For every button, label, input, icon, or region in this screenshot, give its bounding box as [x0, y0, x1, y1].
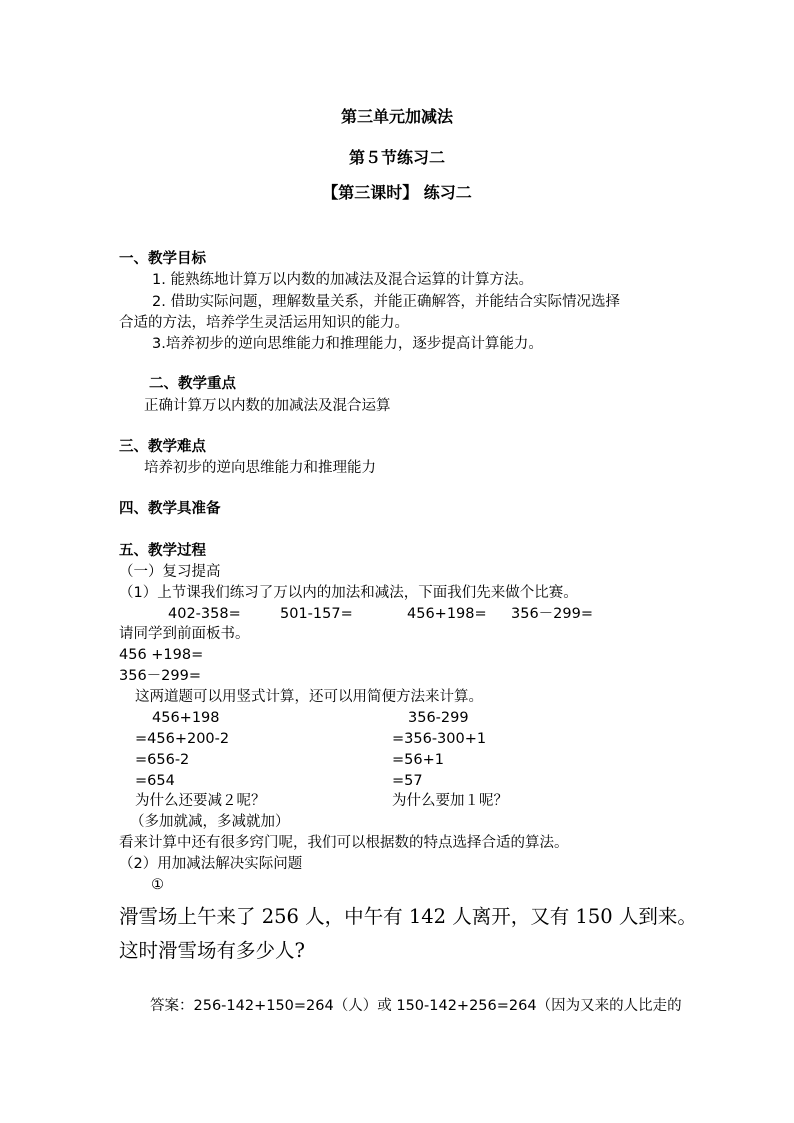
right-calc-line: =56+1 — [392, 752, 444, 768]
right-calc-line: =356-300+1 — [392, 731, 487, 747]
left-calc-line: =656-2 — [135, 752, 190, 768]
objective-item: 3.培养初步的逆向思维能力和推理能力，逐步提高计算能力。 — [152, 336, 543, 352]
problem-expression: 501-157= — [280, 606, 353, 622]
answer-text: 答案：256-142+150=264（人）或 150-142+256=264（因为又来的人比走的 — [150, 998, 682, 1014]
process-step2: （2）用加减法解决实际问题 — [119, 856, 303, 872]
board-line: 356－299= — [119, 668, 202, 684]
process-heading: 五、教学过程 — [119, 543, 206, 559]
right-question: 为什么要加１呢？ — [392, 793, 508, 809]
objective-item: 1. 能熟练地计算万以内数的加减法及混合运算的计算方法。 — [152, 272, 533, 288]
process-step1: （1）上节课我们练习了万以内的加法和减法，下面我们先来做个比赛。 — [119, 585, 578, 601]
word-problem-line: 滑雪场上午来了 256 人，中午有 142 人离开，又有 150 人到来。 — [119, 905, 697, 928]
method-intro: 这两道题可以用竖式计算，还可以用简便方法来计算。 — [135, 689, 483, 705]
word-problem-line: 这时滑雪场有多少人? — [119, 939, 305, 962]
objective-item: 2. 借助实际问题，理解数量关系，并能正确解答，并能结合实际情况选择 — [152, 294, 620, 310]
objective-item: 合适的方法，培养学生灵活运用知识的能力。 — [119, 315, 409, 331]
right-calc-line: 356-299 — [408, 710, 469, 726]
board-instruction: 请同学到前面板书。 — [119, 626, 250, 642]
unit-title: 第三单元加减法 — [340, 107, 453, 126]
section-title: 第５节练习二 — [348, 148, 445, 167]
left-calc-line: =456+200-2 — [135, 731, 230, 747]
key-points-heading: 二、教学重点 — [149, 376, 236, 392]
left-calc-line: =654 — [135, 773, 175, 789]
lesson-title: 【第三课时】 练习二 — [322, 183, 472, 202]
summary-text: 看来计算中还有很多窍门呢，我们可以根据数的特点选择合适的算法。 — [119, 835, 569, 851]
rule-note: （多加就减，多减就加） — [130, 814, 290, 830]
key-points-text: 正确计算万以内数的加减法及混合运算 — [144, 398, 391, 414]
right-calc-line: =57 — [392, 773, 423, 789]
difficulties-text: 培养初步的逆向思维能力和推理能力 — [144, 460, 376, 476]
preparation-heading: 四、教学具准备 — [119, 501, 221, 517]
objectives-heading: 一、教学目标 — [119, 251, 206, 267]
difficulties-heading: 三、教学难点 — [119, 439, 206, 455]
board-line: 456 +198= — [119, 647, 204, 663]
process-part1: （一）复习提高 — [119, 564, 221, 580]
circle-number: ① — [151, 877, 164, 893]
left-calc-line: 456+198 — [152, 710, 220, 726]
problem-expression: 456+198= — [407, 606, 487, 622]
problem-expression: 402-358= — [168, 606, 241, 622]
left-question: 为什么还要减２呢？ — [135, 793, 266, 809]
problem-expression: 356－299= — [511, 606, 594, 622]
